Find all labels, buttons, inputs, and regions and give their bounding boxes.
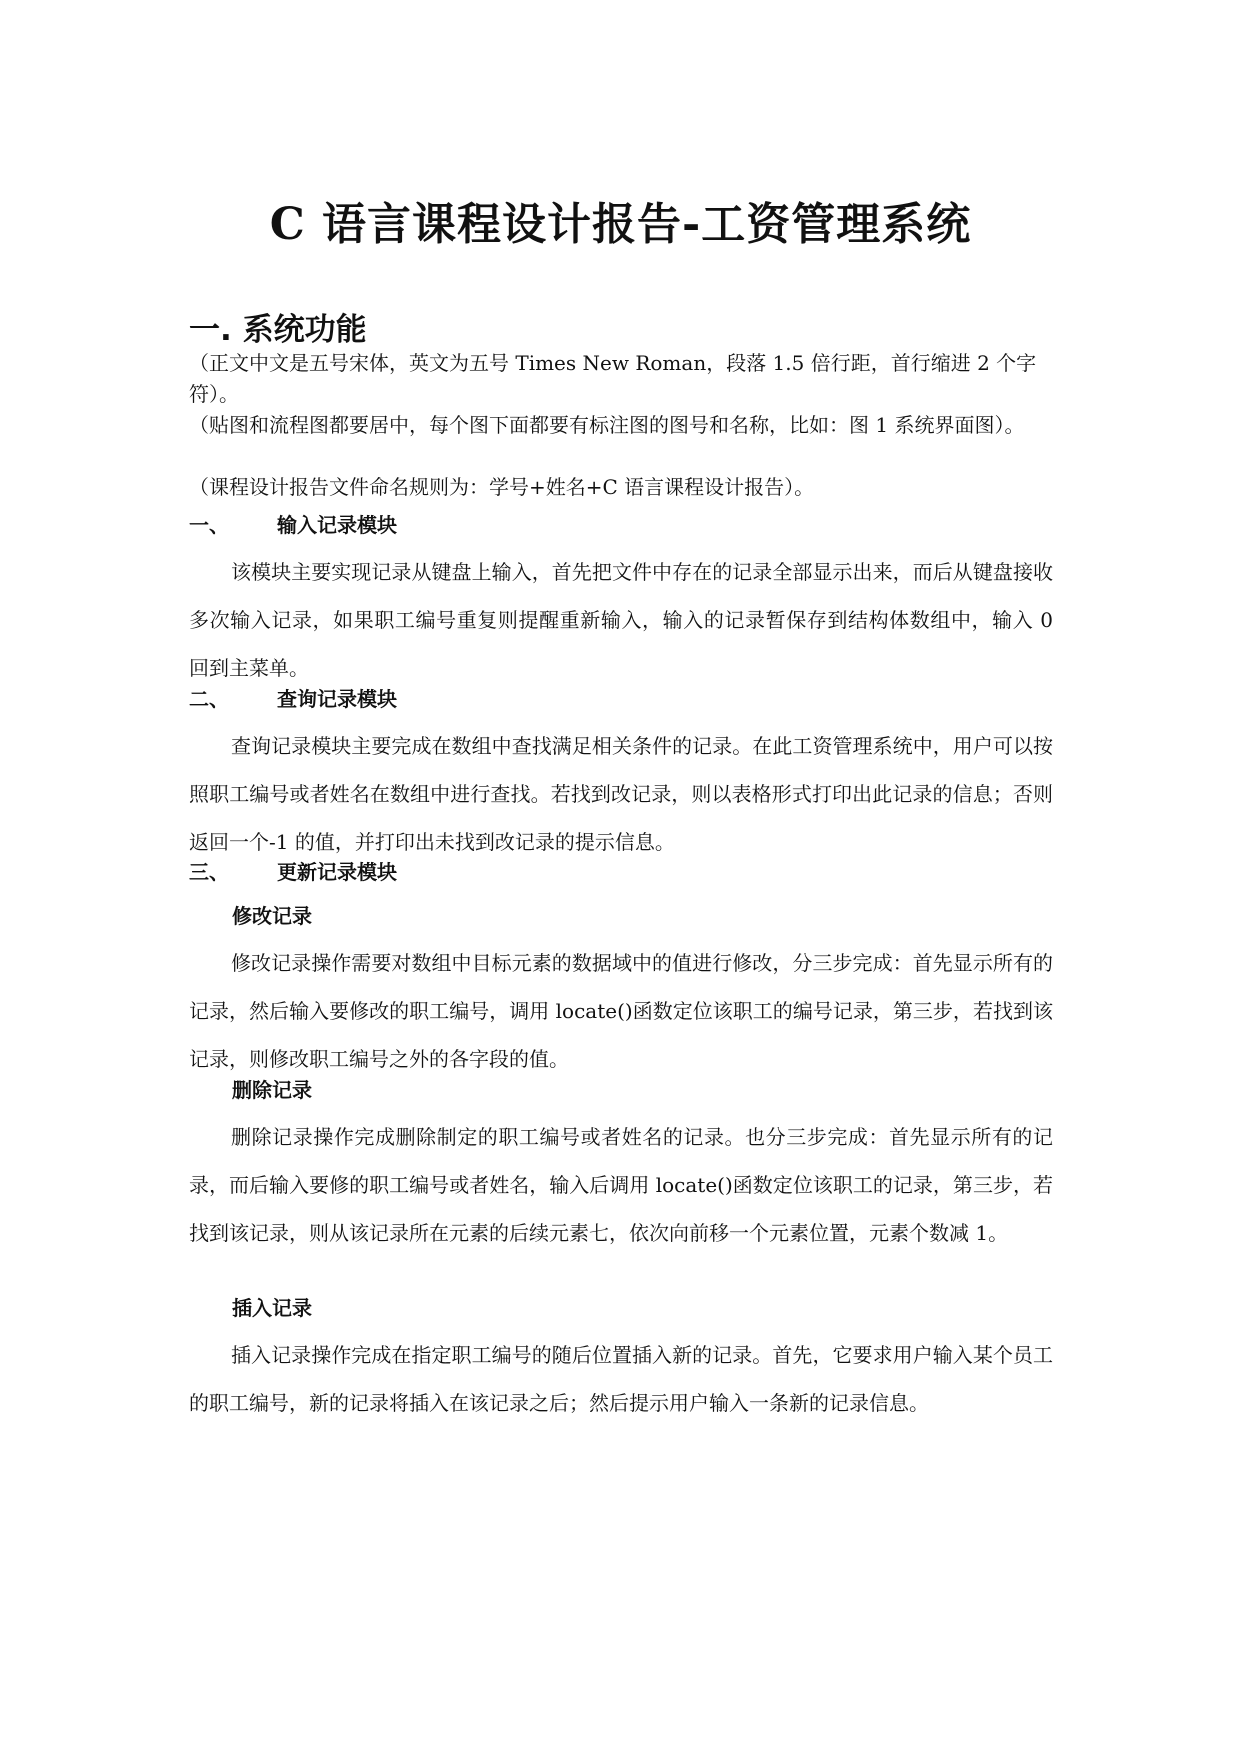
document-title: C 语言课程设计报告-工资管理系统 [269,199,972,250]
format-note-file-naming: （课程设计报告文件命名规则为：学号+姓名+C 语言课程设计报告）。 [189,475,815,499]
module-name: 更新记录模块 [277,860,397,884]
subsection-heading-insert: 插入记录 [232,1296,312,1320]
module-number: 三、 [189,860,229,884]
subsection-text-delete: 删除记录操作完成删除制定的职工编号或者姓名的记录。也分三步完成：首先显示所有的记录，而后输入要修的职工编号或者姓名，输入后调用 locate()函数定位该职工的记录，第三步，若找到该记录，则从该记录所在元素的后续元素七，依次向前移一个元素位置，元素个数减 1。 [189,1125,1053,1245]
format-note-body-text: （正文中文是五号宋体，英文为五号 Times New Roman，段落 1.5 倍行距，首行缩进 2 个字符）。 [189,351,1037,406]
module-heading-query [189,684,397,714]
format-note-figures: （贴图和流程图都要居中，每个图下面都要有标注图的图号和名称，比如：图 1 系统界面图）。 [189,413,1025,437]
module-text-query: 查询记录模块主要完成在数组中查找满足相关条件的记录。在此工资管理系统中，用户可以按照职工编号或者姓名在数组中进行查找。若找到改记录，则以表格形式打印出此记录的信息；否则返回一个-1 的值，并打印出未找到改记录的提示信息。 [189,734,1053,854]
module-number: 一、 [189,513,229,537]
module-name: 查询记录模块 [277,687,397,711]
module-name: 输入记录模块 [277,513,397,537]
subsection-text-insert: 插入记录操作完成在指定职工编号的随后位置插入新的记录。首先，它要求用户输入某个员工的职工编号，新的记录将插入在该记录之后；然后提示用户输入一条新的记录信息。 [189,1343,1053,1415]
subsection-heading-modify: 修改记录 [232,904,312,928]
subsection-heading-delete: 删除记录 [232,1078,312,1102]
module-text-input: 该模块主要实现记录从键盘上输入，首先把文件中存在的记录全部显示出来，而后从键盘接收多次输入记录，如果职工编号重复则提醒重新输入，输入的记录暂保存到结构体数组中，输入 0 回到主菜单。 [189,560,1053,680]
module-number: 二、 [189,687,229,711]
module-heading-update [189,857,397,887]
subsection-text-modify: 修改记录操作需要对数组中目标元素的数据域中的值进行修改，分三步完成：首先显示所有的记录，然后输入要修改的职工编号，调用 locate()函数定位该职工的编号记录，第三步，若找到该记录，则修改职工编号之外的各字段的值。 [189,951,1053,1071]
section-heading-system-functions: 一. 系统功能 [189,312,367,348]
module-heading-input [189,510,397,540]
